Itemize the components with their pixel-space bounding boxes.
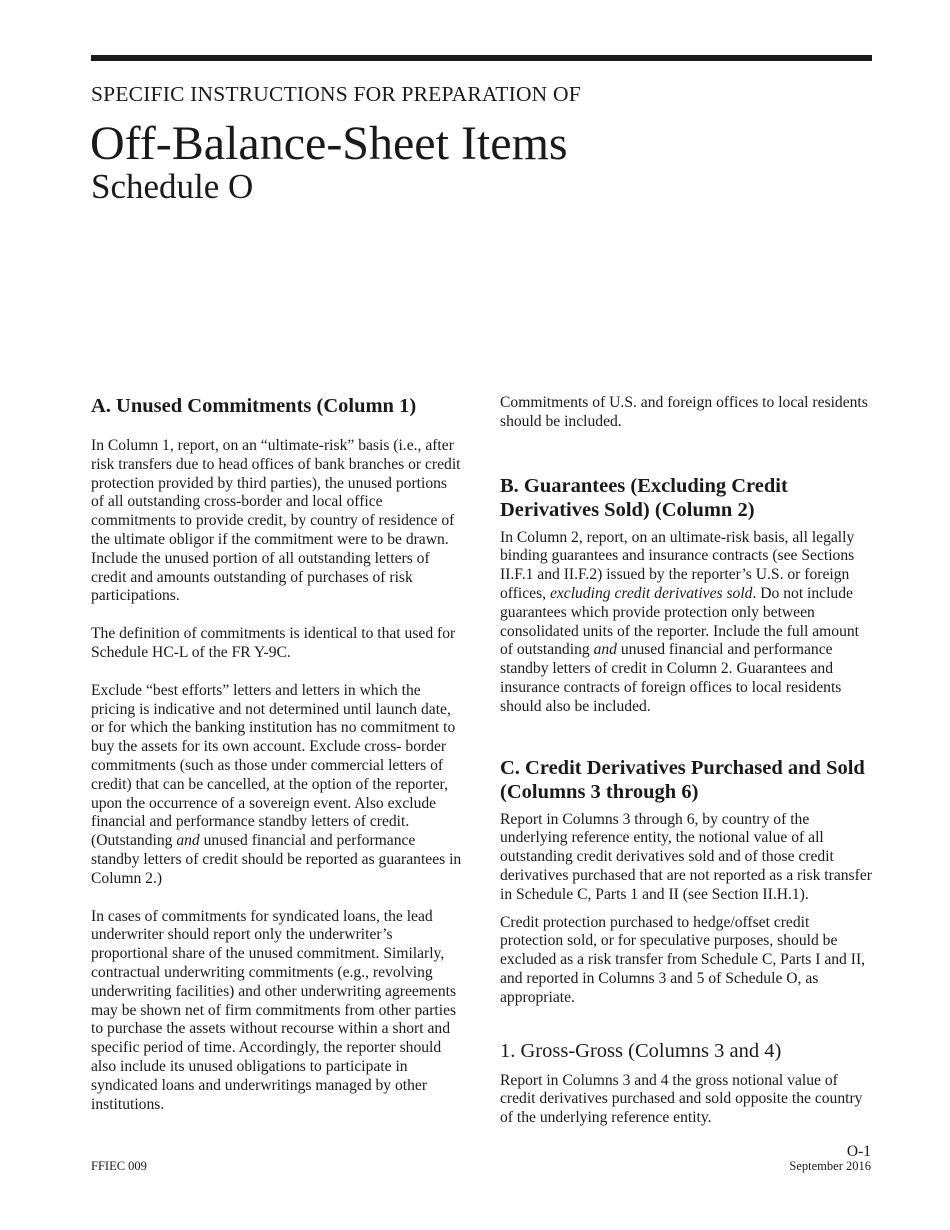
page-title: Off-Balance-Sheet Items [90, 117, 568, 170]
section-c-paragraph-1: Report in Columns 3 through 6, by country of the underlying reference entity, the notional value of all outstanding credit derivatives sold and of those credit derivatives purchased that are not reported as a risk transfer in Schedule C, Parts 1 and II (see Section II.H.1). [500, 810, 872, 903]
section-a-heading: A. Unused Commitments (Column 1) [91, 395, 417, 417]
section-a-continuation: Commitments of U.S. and foreign offices to local residents should be included. [500, 394, 868, 430]
section-b-heading: B. Guarantees (Excluding Credit Derivatives Sold) (Column 2) [500, 474, 788, 521]
left-column [91, 394, 463, 1133]
text-run: Exclude “best efforts” letters and letters in which the pricing is indicative and not determined until launch date, or for which the banking institution has no commitment to buy the assets for its own account. Exclude cross- border commitments (such as those under commercial letters of credit) that can be cancelled, at the option of the reporter, upon the occurrence of a sovereign event. Also exclude financial and performance standby letters of credit. (Outstanding [91, 681, 456, 850]
right-column [500, 394, 872, 1137]
form-number: FFIEC 009 [91, 1159, 147, 1173]
section-c-paragraph-2: Credit protection purchased to hedge/offset credit protection sold, or for speculative purposes, should be excluded as a risk transfer from Schedule C, Parts I and II, and reported in Columns 3 and 5 of Schedule O, as appropriate. [500, 913, 866, 1006]
emphasis: and [176, 832, 200, 850]
emphasis: excluding credit derivatives sold [549, 584, 753, 602]
page-subtitle: Schedule O [91, 167, 254, 206]
header-rule [91, 55, 872, 61]
text-run: In Column 2, report, on an ultimate-risk basis, all legally binding guarantees and insurance contracts (see Sections II.F.1 and II.F.2) issued by the reporter’s U.S. or foreign offices, [500, 528, 855, 602]
text-run: unused financial and performance standby letters of credit in Column 2. Guarantees and insurance contracts of foreign offices to local residents should also be included. [500, 641, 842, 715]
section-a-paragraph-4: In cases of commitments for syndicated loans, the lead underwriter should report only the underwriter’s proportional share of the unused commitment. Similarly, contractual underwriting commitments (e.g., revolving underwriting facilities) and other underwriting agreements may be shown net of firm commitments from other parties to purchase the assets without recourse within a short and specific period of time. Accordingly, the reporter should also include its unused obligations to participate in syndicated loans and underwritings managed by other institutions. [91, 907, 457, 1113]
revision-date: September 2016 [789, 1159, 871, 1173]
text-run: . Do not include guarantees which provide protection only between consolidated units of the reporter. Include the full amount of outstanding [500, 584, 859, 659]
section-b-paragraph-1 [500, 529, 872, 717]
subsection-1-heading: 1. Gross-Gross (Columns 3 and 4) [500, 1039, 782, 1062]
page-number: O-1 [846, 1143, 871, 1160]
section-a-paragraph-2: The definition of commitments is identical to that used for Schedule HC-L of the FR Y-9C. [91, 625, 456, 661]
section-c-heading: C. Credit Derivatives Purchased and Sold (Columns 3 through 6) [500, 756, 865, 803]
subsection-1-paragraph-1: Report in Columns 3 and 4 the gross notional value of credit derivatives purchased and sold opposite the country of the underlying reference entity. [500, 1071, 863, 1127]
text-run: unused financial and performance standby letters of credit should be reported as guarantees in Column 2.) [91, 832, 462, 887]
section-a-paragraph-3 [91, 682, 463, 889]
section-a-paragraph-1: In Column 1, report, on an “ultimate-risk” basis (i.e., after risk transfers due to head offices of bank branches or credit protection provided by third parties), the unused portions of all outstanding cross-border and local office commitments to provide credit, by country of residence of the ultimate obligor if the commitment were to be drawn. Include the unused portion of all outstanding letters of credit and amounts outstanding of purchases of risk participations. [91, 437, 461, 605]
emphasis: and [593, 641, 617, 659]
document-kicker: SPECIFIC INSTRUCTIONS FOR PREPARATION OF [91, 82, 581, 106]
